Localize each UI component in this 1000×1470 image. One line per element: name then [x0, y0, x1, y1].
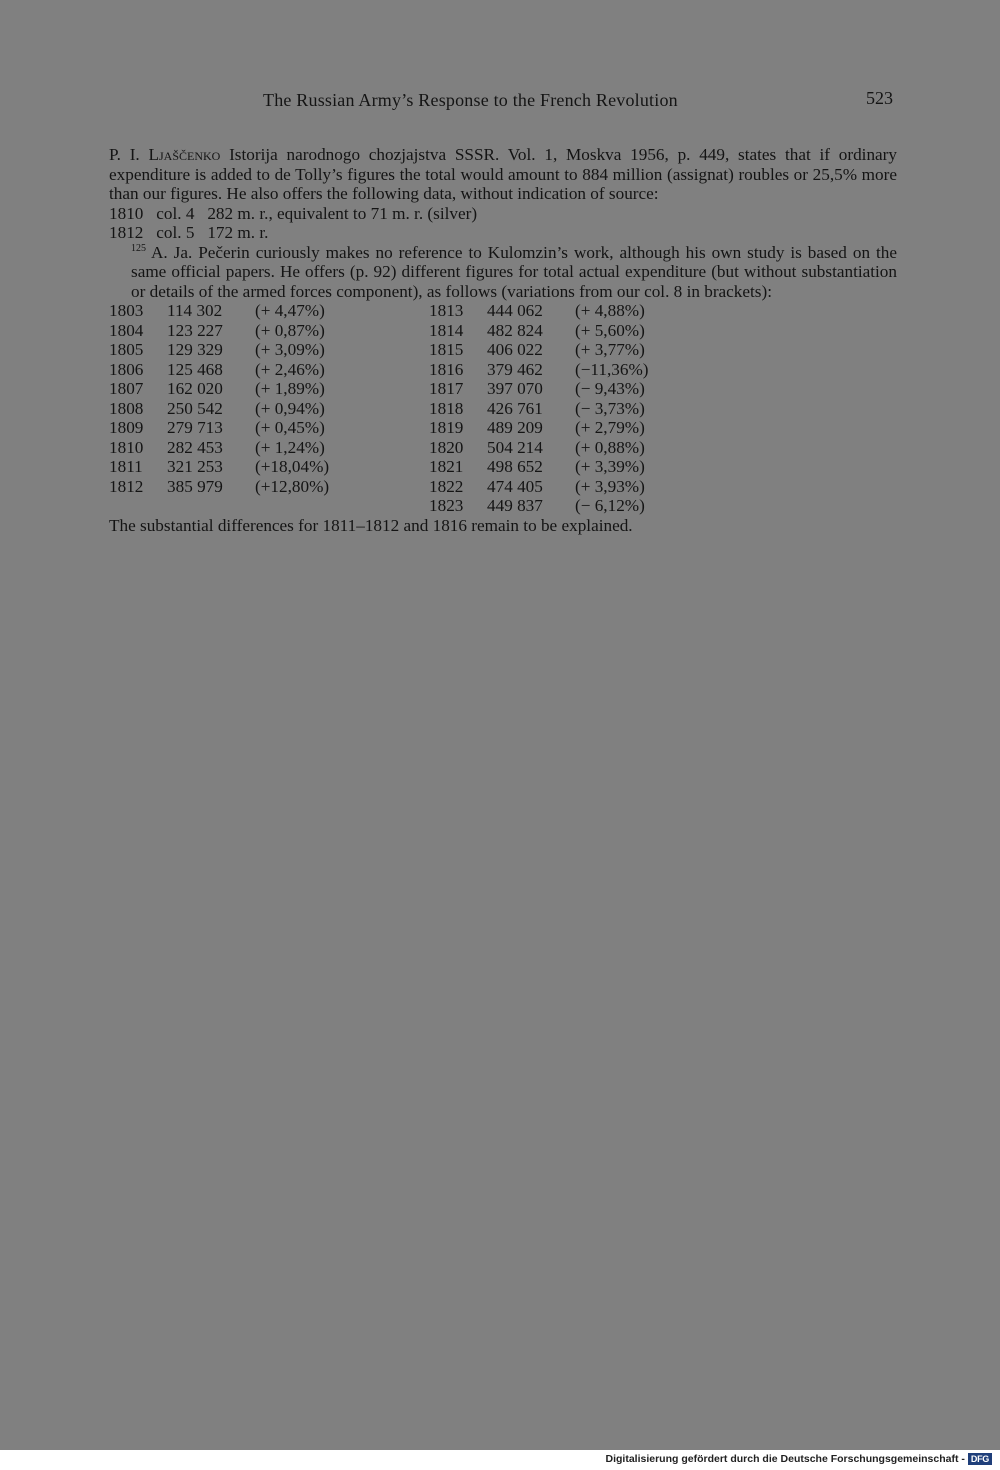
left-year-cell: 1809 — [109, 418, 144, 437]
right-value-cell: 482 824 — [487, 320, 543, 340]
footer-text: Digitalisierung gefördert durch die Deutsche Forschungsgemeinschaft - — [605, 1453, 965, 1465]
right-variation-cell: (−11,36%) — [575, 359, 649, 379]
left-year-cell: 1804 — [109, 320, 144, 340]
left-year-cell: 1803 — [109, 301, 144, 320]
right-year-cell: 1819 — [429, 418, 464, 437]
right-year-cell: 1817 — [429, 379, 464, 398]
table-row — [109, 379, 685, 399]
table-row — [109, 477, 685, 497]
left-value-cell: 162 020 — [167, 379, 223, 398]
dfg-logo: DFG — [968, 1453, 992, 1465]
source-line-1810: 1810 col. 4 282 m. r., equivalent to 71 m. r. (silver) — [109, 203, 478, 223]
left-year-cell: 1810 — [109, 437, 144, 457]
right-value-cell: 498 652 — [487, 457, 543, 476]
page-number: 523 — [866, 88, 893, 108]
right-variation-cell: (+ 0,88%) — [575, 437, 645, 457]
left-variation-cell: (+ 1,89%) — [255, 379, 325, 398]
right-value-cell: 397 070 — [487, 379, 543, 398]
closing-sentence: The substantial differences for 1811–1812 and 1816 remain to be explained. — [109, 515, 633, 535]
right-value-cell: 426 761 — [487, 398, 543, 418]
left-year-cell: 1805 — [109, 340, 144, 359]
table-row — [109, 457, 685, 477]
right-variation-cell: (+ 2,79%) — [575, 418, 645, 437]
left-variation-cell: (+ 1,24%) — [255, 437, 325, 457]
paragraph-ljascenko — [109, 145, 897, 204]
right-year-cell: 1820 — [429, 437, 464, 457]
left-value-cell: 129 329 — [167, 340, 223, 359]
left-variation-cell: (+ 2,46%) — [255, 359, 325, 379]
right-variation-cell: (+ 3,39%) — [575, 457, 645, 476]
right-year-cell: 1822 — [429, 476, 464, 496]
table-row — [109, 438, 685, 458]
right-variation-cell: (+ 3,93%) — [575, 476, 645, 496]
footnote-number: 125 — [131, 242, 146, 254]
left-value-cell: 279 713 — [167, 418, 223, 437]
left-value-cell: 250 542 — [167, 398, 223, 418]
left-year-cell: 1808 — [109, 398, 144, 418]
table-row — [109, 418, 685, 438]
table-row — [109, 496, 685, 516]
table-row — [109, 321, 685, 341]
right-variation-cell: (+ 5,60%) — [575, 320, 645, 340]
left-variation-cell: (+ 4,47%) — [255, 301, 325, 320]
paragraph-text: Istorija narodnogo chozjajstva SSSR. Vol. 1, Moskva 1956, p. 449, states that if ordinary expenditure is added to de Tolly’s figures the total would amount to 884 million (assignat) roubles or 25,5% more than our figures. He also offers the following data, without indication of source: — [109, 145, 897, 203]
left-year-cell — [109, 496, 167, 516]
right-value-cell: 406 022 — [487, 340, 543, 359]
left-value-cell — [167, 496, 255, 516]
right-year-cell: 1818 — [429, 398, 464, 418]
author-name: P. I. Ljaščenko — [109, 145, 221, 164]
right-year-cell: 1823 — [429, 496, 464, 515]
right-variation-cell: (− 6,12%) — [575, 496, 645, 515]
table-row — [109, 340, 685, 360]
expenditure-table — [109, 301, 685, 516]
source-line-1812: 1812 col. 5 172 m. r. — [109, 223, 269, 242]
right-variation-cell: (+ 3,77%) — [575, 340, 645, 359]
left-variation-cell: (+ 0,87%) — [255, 320, 325, 340]
footnote-125 — [109, 243, 897, 302]
left-value-cell: 385 979 — [167, 476, 223, 496]
left-year-cell: 1806 — [109, 359, 144, 379]
left-value-cell: 125 468 — [167, 359, 223, 379]
running-header-title: The Russian Army’s Response to the French Revolution — [263, 90, 678, 110]
right-value-cell: 444 062 — [487, 301, 543, 320]
right-year-cell: 1813 — [429, 301, 464, 320]
table-row — [109, 301, 685, 321]
left-value-cell: 282 453 — [167, 437, 223, 457]
left-variation-cell: (+18,04%) — [255, 457, 330, 476]
right-variation-cell: (− 3,73%) — [575, 398, 645, 418]
right-variation-cell: (+ 4,88%) — [575, 301, 645, 320]
right-year-cell: 1815 — [429, 340, 464, 359]
left-value-cell: 123 227 — [167, 320, 223, 340]
left-variation-cell: (+ 0,94%) — [255, 398, 325, 418]
left-variation-cell: (+12,80%) — [255, 476, 330, 496]
table-row — [109, 360, 685, 380]
left-year-cell: 1812 — [109, 476, 144, 496]
left-variation-cell: (+ 3,09%) — [255, 340, 325, 359]
right-value-cell: 449 837 — [487, 496, 543, 515]
right-value-cell: 379 462 — [487, 359, 543, 379]
left-value-cell: 114 302 — [167, 301, 223, 320]
right-value-cell: 489 209 — [487, 418, 543, 437]
right-year-cell: 1816 — [429, 359, 464, 379]
left-year-cell: 1807 — [109, 379, 144, 398]
left-value-cell: 321 253 — [167, 457, 223, 476]
body-text — [109, 145, 897, 535]
table-row — [109, 399, 685, 419]
right-variation-cell: (− 9,43%) — [575, 379, 645, 398]
right-year-cell: 1821 — [429, 457, 464, 476]
left-year-cell: 1811 — [109, 457, 143, 476]
right-value-cell: 504 214 — [487, 437, 543, 457]
right-year-cell: 1814 — [429, 320, 464, 340]
left-variation-cell — [255, 496, 429, 516]
footnote-text: A. Ja. Pečerin curiously makes no reference to Kulomzin’s work, although his own study is based on the same official papers. He offers (p. 92) different figures for total actual expenditure (but without substantiation or details of the armed forces component), as follows (variations from our col. 8 in brackets): — [131, 242, 897, 301]
digitization-footer — [606, 1453, 993, 1465]
left-variation-cell: (+ 0,45%) — [255, 418, 325, 437]
right-value-cell: 474 405 — [487, 476, 543, 496]
